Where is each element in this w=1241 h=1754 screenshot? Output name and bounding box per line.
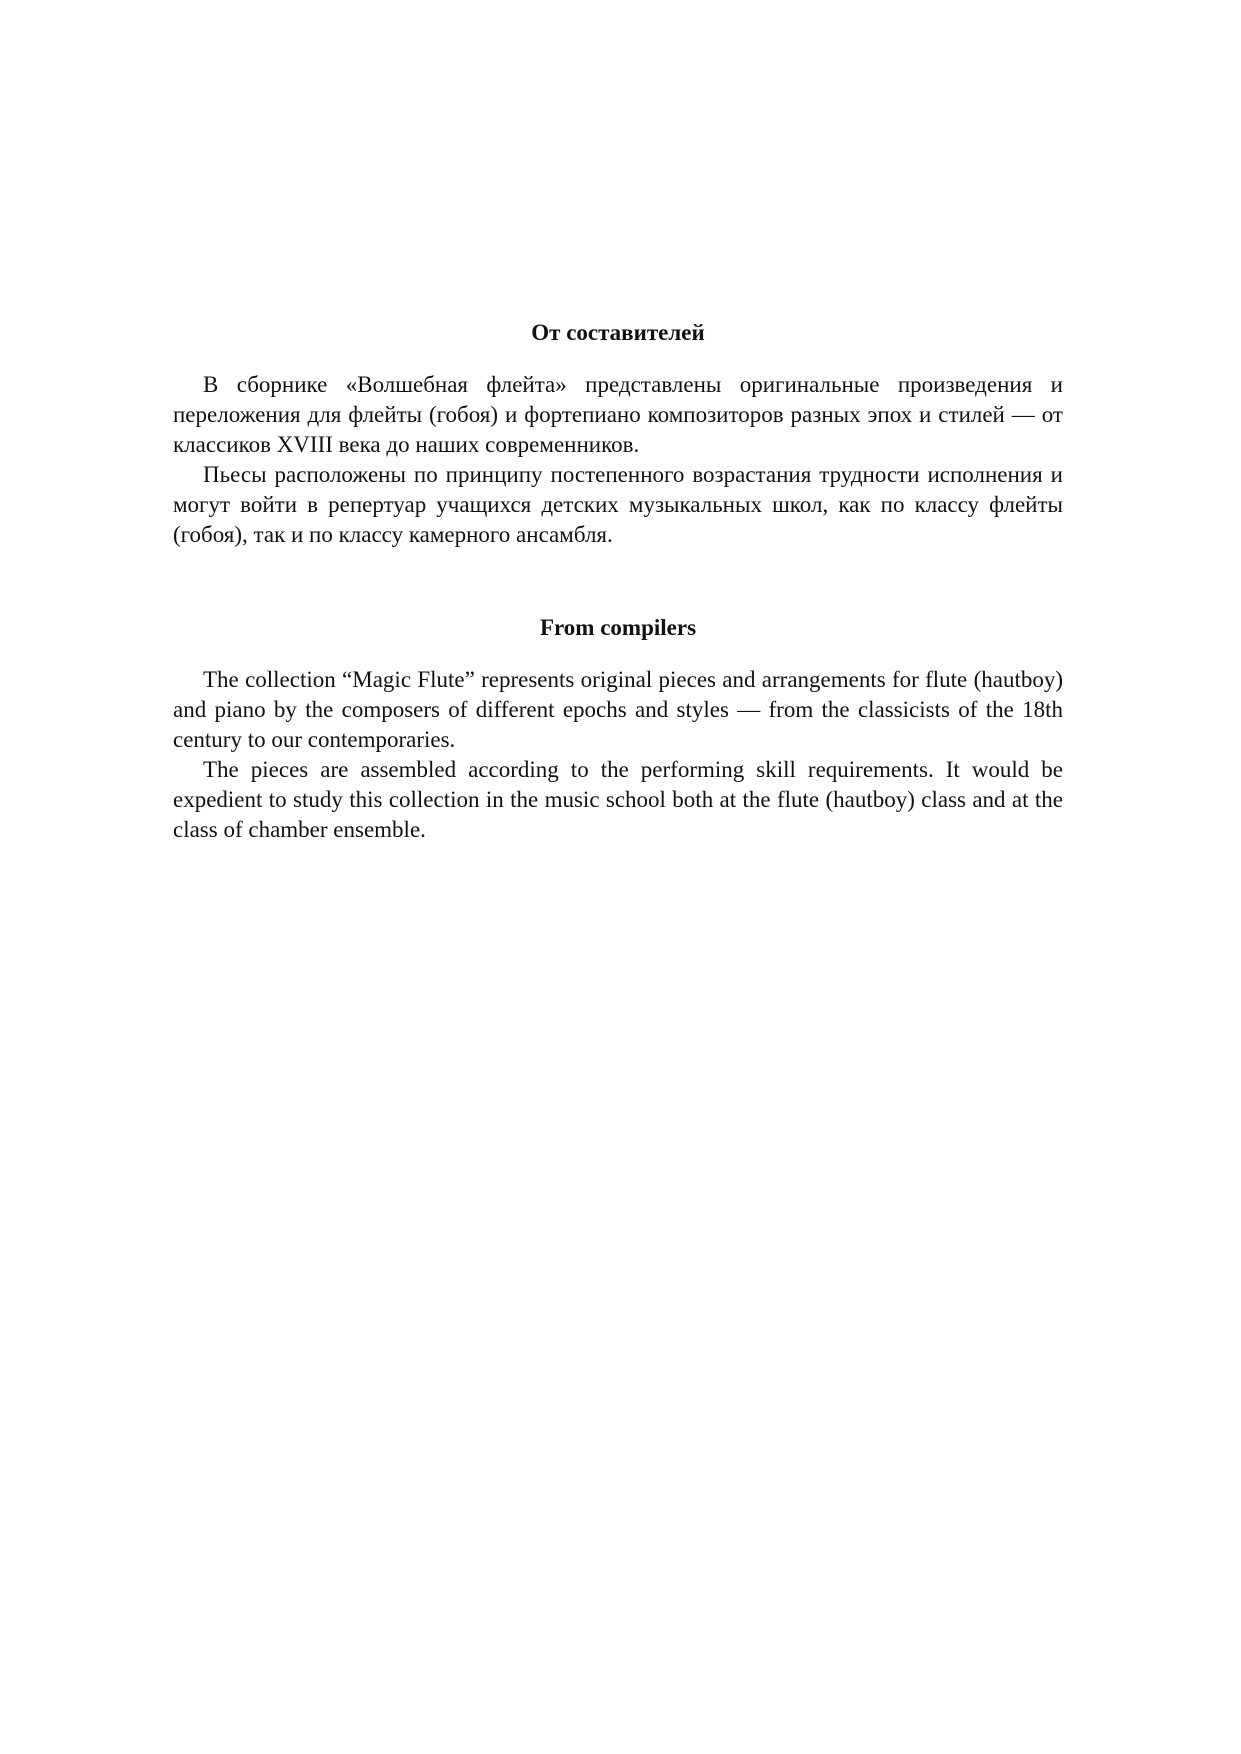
- russian-paragraph-2: Пьесы расположены по принципу постепенного возрастания трудности исполнения и могут войти в репертуар учащихся детских музыкальных школ, как по классу флейты (гобоя), так и по классу камерного ансамбля.: [173, 462, 1063, 547]
- english-paragraph-1: The collection “Magic Flute” represents original pieces and arrangements for flute (hautboy) and piano by the composers of different epochs and styles — from the classicists of the 18th century to our contemporaries.: [173, 667, 1063, 752]
- english-heading: From compilers: [539, 615, 697, 640]
- english-section: [173, 613, 1063, 845]
- russian-heading: От составителей: [531, 320, 705, 345]
- russian-section: [173, 318, 1063, 550]
- russian-paragraph-1: В сборнике «Волшебная флейта» представлены оригинальные произведения и переложения для флейты (гобоя) и фортепиано композиторов разных эпох и стилей — от классиков XVIII века до наших современников.: [173, 372, 1063, 457]
- english-paragraph-2: The pieces are assembled according to the performing skill requirements. It would be expedient to study this collection in the music school both at the flute (hautboy) class and at the class of chamber ensemble.: [173, 757, 1063, 842]
